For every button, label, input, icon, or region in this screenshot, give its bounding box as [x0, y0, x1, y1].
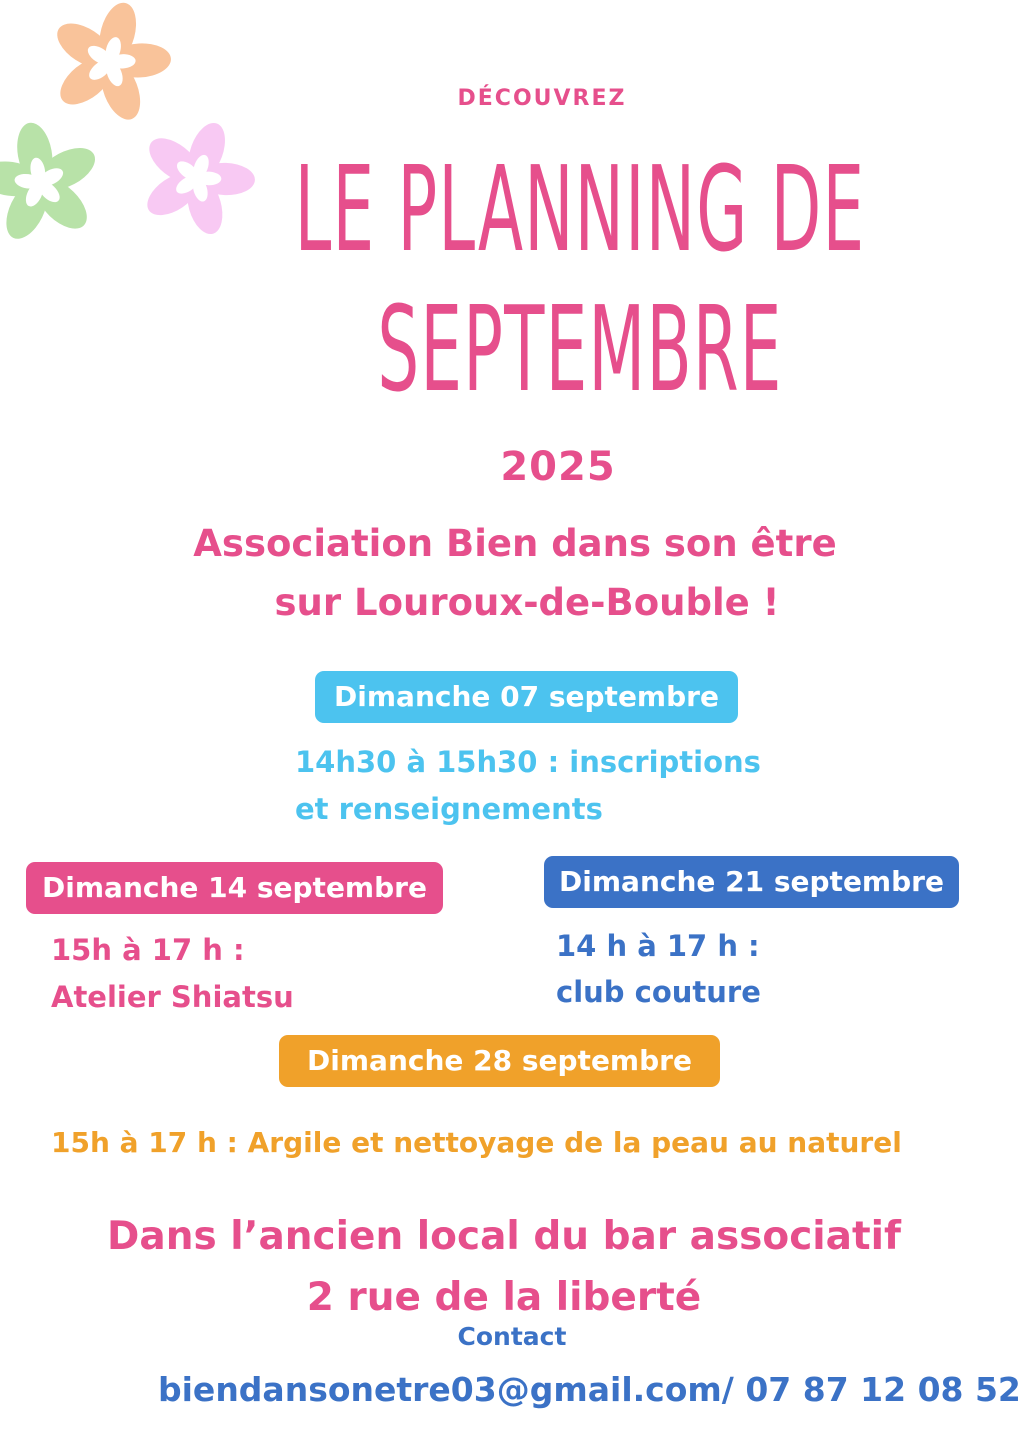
location-address: 2 rue de la liberté [306, 1275, 702, 1320]
flowers-decoration [0, 0, 280, 260]
event-date-badge: Dimanche 07 septembre [315, 671, 738, 723]
year: 2025 [500, 444, 616, 490]
page-title-line2: SEPTEMBRE [377, 280, 783, 418]
event-time: 14 h à 17 h : [556, 929, 760, 963]
event-time: 15h à 17 h : [51, 933, 245, 967]
contact-details[interactable]: biendansonetre03@gmail.com/ 07 87 12 08 52 [158, 1370, 1021, 1409]
flower-green-icon [0, 112, 113, 252]
event-description: Atelier Shiatsu [51, 980, 294, 1014]
association-line2: sur Louroux-de-Bouble ! [274, 581, 780, 624]
association-line1: Association Bien dans son être [193, 522, 837, 565]
event-date-badge: Dimanche 28 septembre [279, 1035, 720, 1087]
event-date-badge: Dimanche 14 septembre [26, 862, 443, 914]
kicker: DÉCOUVREZ [457, 86, 627, 111]
location-line1: Dans l’ancien local du bar associatif [107, 1214, 901, 1259]
flower-orange-icon [34, 0, 187, 136]
contact-label: Contact [457, 1322, 567, 1351]
event-description: club couture [556, 975, 761, 1009]
event-details: 15h à 17 h : Argile et nettoyage de la peau au naturel [51, 1126, 902, 1159]
event-date-badge: Dimanche 21 septembre [544, 856, 959, 908]
page-title-line1: LE PLANNING DE [294, 140, 866, 278]
event-time: 14h30 à 15h30 : inscriptions [295, 745, 761, 779]
event-description: et renseignements [295, 792, 603, 826]
